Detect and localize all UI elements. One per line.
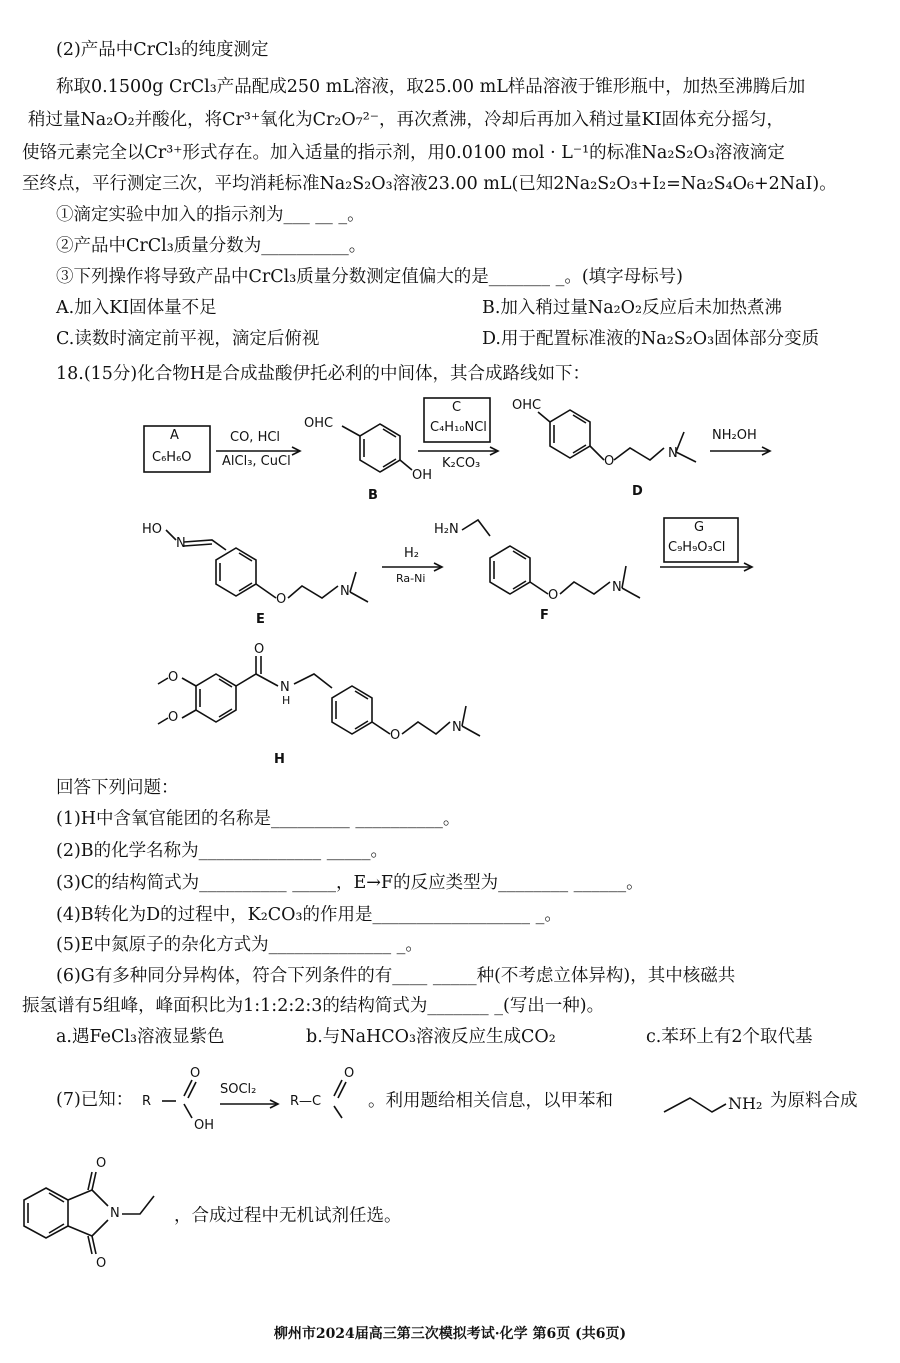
condition-a: a.遇FeCl₃溶液显紫色 (56, 1027, 225, 1047)
sub-question-2: (2)B的化学名称为______________ _____。 (56, 841, 388, 861)
reagent-1-bottom: AlCl₃, CuCl (222, 454, 291, 469)
e-ho-label: HO (142, 522, 163, 537)
sub-question-7-end: 为原料合成 (770, 1091, 858, 1111)
sub-question-3: (3)C的结构简式为__________ _____，E→F的反应类型为________ ______。 (56, 873, 644, 893)
option-c: C.读数时滴定前平视，滴定后俯视 (56, 329, 320, 349)
reagent-2-bottom: K₂CO₃ (442, 456, 481, 471)
compound-f-label: F (540, 608, 549, 623)
h-o-label: O (168, 670, 179, 685)
given-product-label: R—C (290, 1094, 322, 1109)
e-n2-label: N (340, 584, 350, 599)
section-title: (2)产品中CrCl₃的纯度测定 (56, 40, 269, 60)
paragraph-line: 使铬元素完全以Cr³⁺形式存在。加入适量的指示剂，用0.0100 mol · L⁻¹的标准Na₂S₂O₃溶液滴定 (22, 143, 785, 163)
sub-question-7-prefix: (7)已知： (56, 1090, 134, 1110)
phthalimide-o-bottom: O (96, 1256, 107, 1271)
sub-question-7-mid: 。利用题给相关信息，以甲苯和 (368, 1091, 613, 1111)
compound-b-label: B (368, 488, 378, 503)
h-nh-h-label: H (282, 694, 291, 707)
b-oh-label: OH (412, 468, 433, 483)
reagent-4-top: H₂ (404, 546, 419, 561)
benzene-ring-e (216, 548, 256, 596)
paragraph-line: 稍过量Na₂O₂并酸化，将Cr³⁺氧化为Cr₂O₇²⁻，再次煮沸，冷却后再加入稍过量KI固体充分摇匀， (28, 110, 785, 130)
question-item: ③下列操作将导致产品中CrCl₃质量分数测定值偏大的是_______ _。(填字母标号) (56, 267, 683, 287)
compound-h-label: H (274, 752, 285, 767)
compound-g-formula: C₉H₉O₃Cl (668, 540, 726, 555)
benzene-ring-h2 (332, 686, 372, 734)
h-carbonyl-o-label: O (254, 642, 265, 657)
sub-question-5: (5)E中氮原子的杂化方式为______________ _。 (56, 935, 423, 955)
given-product-o-label: O (344, 1066, 355, 1081)
e-o-label: O (276, 592, 287, 607)
option-b: B.加入稍过量Na₂O₂反应后未加热煮沸 (482, 298, 783, 318)
d-n-label: N (668, 446, 678, 461)
benzene-ring-f (490, 546, 530, 594)
h-o2-label: O (168, 710, 179, 725)
option-a: A.加入KI固体量不足 (56, 298, 217, 318)
compound-d-label: D (632, 484, 643, 499)
ethylamine-nh2-label: NH₂ (728, 1094, 763, 1113)
paragraph-line: 至终点，平行测定三次，平均消耗标准Na₂S₂O₃溶液23.00 mL(已知2Na₂S₂O₃+I₂=Na₂S₄O₆+2NaI)。 (22, 174, 837, 194)
given-o-label: O (190, 1066, 201, 1081)
paragraph-line: 称取0.1500g CrCl₃产品配成250 mL溶液，取25.00 mL样品溶液于锥形瓶中，加热至沸腾后加 (56, 77, 806, 97)
b-cho-label: OHC (304, 416, 334, 431)
given-reagent-label: SOCl₂ (220, 1082, 257, 1097)
question-item: ①滴定实验中加入的指示剂为___ __ _。 (56, 205, 365, 225)
answer-heading: 回答下列问题： (56, 778, 179, 798)
option-d: D.用于配置标准液的Na₂S₂O₃固体部分变质 (482, 329, 820, 349)
phthalimide-n: N (110, 1206, 120, 1221)
reagent-1-top: CO, HCl (230, 430, 281, 445)
compound-a-formula: C₆H₆O (152, 450, 192, 465)
ethylamine-skeleton (664, 1098, 726, 1112)
reagent-3-top: NH₂OH (712, 428, 757, 443)
f-o-label: O (548, 588, 559, 603)
sub-question-1: (1)H中含氧官能团的名称是_________ __________。 (56, 809, 461, 829)
condition-c: c.苯环上有2个取代基 (646, 1027, 813, 1047)
h-o3-label: O (390, 728, 401, 743)
compound-c-name: C (452, 400, 462, 415)
benzene-ring-b (360, 424, 400, 472)
sub-question-4: (4)B转化为D的过程中，K₂CO₃的作用是__________________ _。 (56, 905, 562, 925)
h-nh-label: N (280, 680, 290, 695)
compound-e-label: E (256, 612, 265, 627)
given-oh-label: OH (194, 1118, 215, 1133)
page-footer: 柳州市2024届高三第三次模拟考试·化学 第6页 (共6页) (273, 1326, 627, 1342)
given-r-label: R (142, 1094, 152, 1109)
benzene-ring-h1 (196, 674, 236, 722)
compound-a-name: A (170, 428, 179, 443)
phthalimide-o-top: O (96, 1156, 107, 1171)
d-o-label: O (604, 454, 615, 469)
d-cho-label: OHC (512, 398, 542, 413)
benzene-ring-phthalimide (24, 1188, 68, 1238)
sub-question-6b: 振氢谱有5组峰，峰面积比为1:1:2:2:3的结构简式为_______ _(写出一种)。 (22, 996, 605, 1016)
sub-question-6a: (6)G有多种同分异构体，符合下列条件的有____ _____种(不考虑立体异构)，其中核磁共 (56, 966, 736, 986)
question-18-heading: 18.(15分)化合物H是合成盐酸伊托必利的中间体，其合成路线如下： (56, 364, 591, 384)
benzene-ring-d (550, 410, 590, 458)
f-n-label: N (612, 580, 622, 595)
compound-g-name: G (694, 520, 705, 535)
f-nh2-label: H₂N (434, 522, 459, 537)
sub-question-7-last: ，合成过程中无机试剂任选。 (174, 1206, 402, 1226)
compound-c-formula: C₄H₁₀NCl (430, 420, 487, 435)
condition-b: b.与NaHCO₃溶液反应生成CO₂ (306, 1027, 556, 1047)
h-n-label: N (452, 720, 462, 735)
question-item: ②产品中CrCl₃质量分数为__________。 (56, 236, 367, 256)
e-n-label: N (176, 536, 186, 551)
reagent-4-bottom: Ra-Ni (396, 572, 426, 585)
